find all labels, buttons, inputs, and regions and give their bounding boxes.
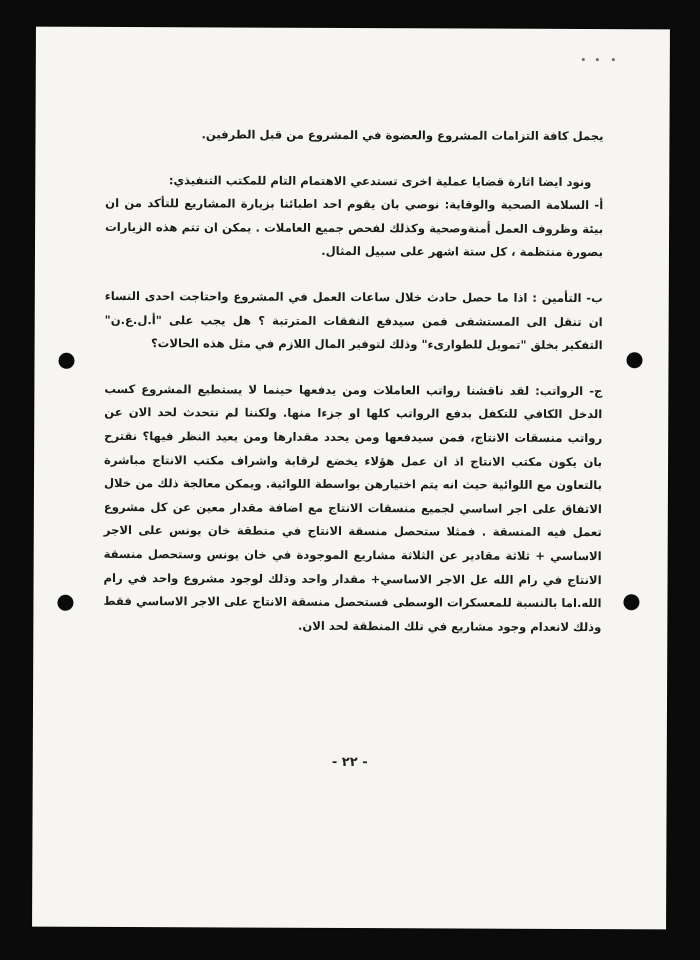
speck xyxy=(612,58,615,61)
paragraph-health-safety: أ- السلامة الصحية والوقاية: نوصي بان يقوم احد اطبائنا بزيارة المشاريع للتأكد من ان بيئة وظروف العمل أمنةوصحية وكذلك لفحص جميع العاملات . يمكن ان تتم هذه الزيارات بصورة منتظمة ، كل ستة اشهر على سبيل المثال. xyxy=(105,196,604,260)
page-number: - ٢٢ - xyxy=(331,754,368,771)
punch-hole-left-lower xyxy=(57,595,73,611)
paper-specks xyxy=(580,57,620,63)
punch-hole-right-upper xyxy=(626,352,642,368)
punch-hole-right-lower xyxy=(623,594,639,610)
document-body xyxy=(103,123,603,639)
paragraph-insurance: ب- التأمين : اذا ما حصل حادث خلال ساعات العمل في المشروع واحتاجت احدى النساء ان تنقل الى المستشفى فمن سيدفع النفقات المترتبة ؟ هل يجب على "أ.ل.ع.ن" التفكير بخلق "تمويل للطوارىء" وذلك لتوفير المال اللازم في مثل هذه الحالات؟ xyxy=(104,288,603,353)
paragraph-practical-issues: ونود ايضا اثارة قضايا عملية اخرى تستدعي الاهتمام التام للمكتب التنفيذي: xyxy=(168,172,592,189)
punch-hole-left-upper xyxy=(58,353,74,369)
speck xyxy=(582,58,585,61)
document-page xyxy=(32,27,670,930)
paragraph-intro: يجمل كافة التزامات المشروع والعضوة في المشروع من قبل الطرفين. xyxy=(201,127,604,144)
speck xyxy=(596,58,599,61)
paragraph-salaries: ج- الرواتب: لقد ناقشنا رواتب العاملات ومن يدفعها حينما لا يستطيع المشروع كسب الدخل الكافي للتكفل بدفع الرواتب كلها او جزءا منها. ولكننا لم نتحدث لحد الان عن رواتب منسقات الانتاج، فمن سيدفعها ومن يحدد مقدارها ومن يعيد النظر فيها؟ نقترح بان يكون مكتب الانتاج اذ ان عمل هؤلاء يخضع لرقابة واشراف مكتب الانتاج مباشرة بالتعاون مع اللوائية حيث انه يتم اختيارهن بواسطة اللوائية. ويمكن معالجة ذلك من خلال الاتفاق على اجر اساسي لجميع منسقات الانتاج مع اضافة مقدار معين عن كل مشروع تعمل فيه المنسقة . فمثلا ستحصل منسقة الانتاج في منطقة خان يونس على الاجر الاساسي + ثلاثة مقادير عن الثلاثة مشاريع الموجودة في خان يونس وستحصل منسقة الانتاج في رام الله عل الاجر الاساسي+ مقدار واحد وذلك لوجود مشروع واحد في رام الله.اما بالنسبة للمعسكرات الوسطى فستحصل منسقة الانتاج على الاجر الاساسي فقط وذلك لانعدام وجود مشاريع في تلك المنطقة لحد الان. xyxy=(103,381,603,634)
